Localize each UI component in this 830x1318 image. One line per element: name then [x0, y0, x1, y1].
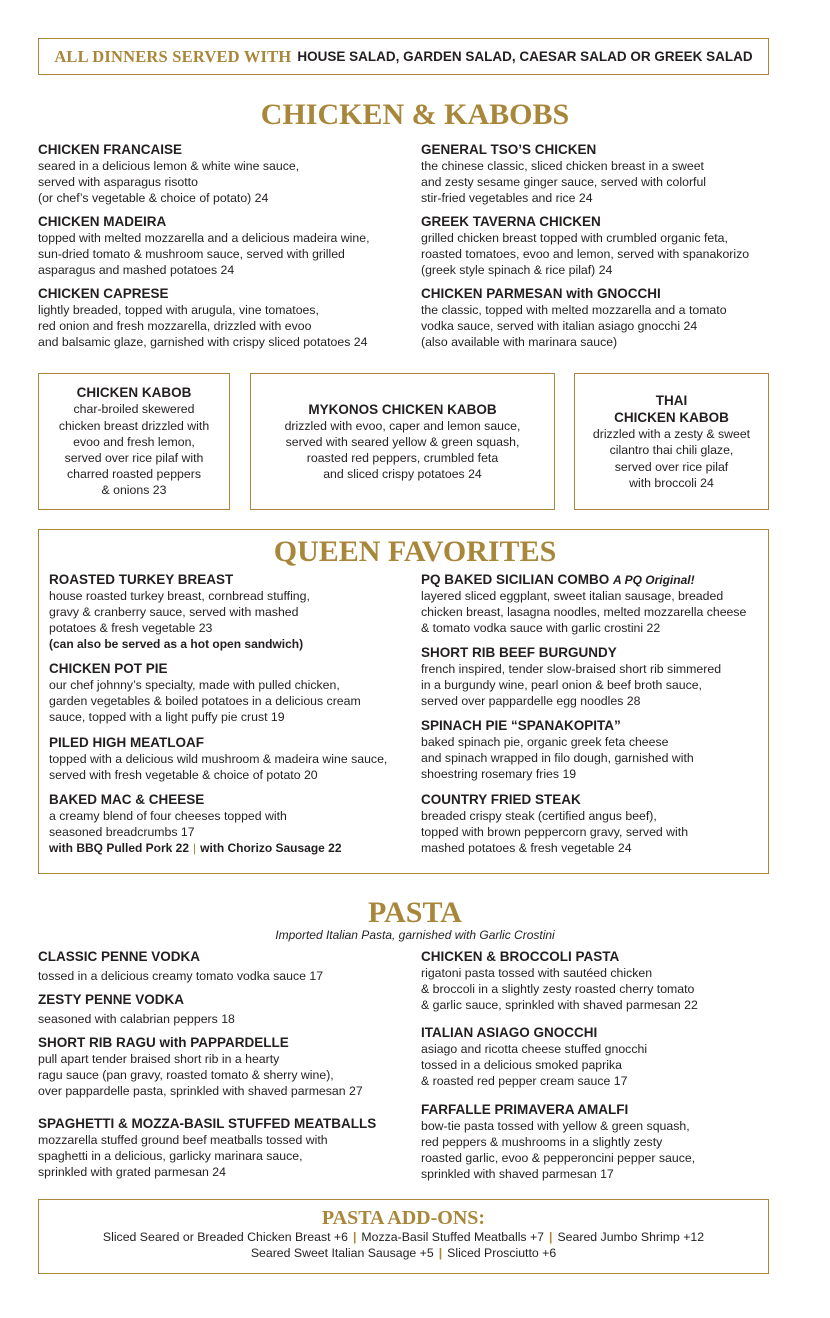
section-title-chicken: CHICKEN & KABOBS — [260, 98, 570, 131]
item-name: CHICKEN FRANCAISE — [38, 142, 183, 157]
item-name: GENERAL TSO’S CHICKEN — [421, 142, 597, 157]
menu-item — [38, 1035, 363, 1099]
banner-sides: HOUSE SALAD, GARDEN SALAD, CAESAR SALAD OR GREEK SALAD — [297, 49, 753, 64]
menu-item — [49, 661, 361, 725]
item-description: breaded crispy steak (certified angus beef), topped with brown peppercorn gravy, served with mashed potatoes & fresh vegetable 24 — [421, 809, 689, 855]
item-name: COUNTRY FRIED STEAK — [421, 792, 581, 807]
pq-original-tag: A PQ Original! — [613, 573, 695, 587]
item-name: PQ BAKED SICILIAN COMBO A PQ Original! — [421, 572, 695, 587]
menu-item — [49, 735, 387, 783]
addons-row-1: Sliced Seared or Breaded Chicken Breast +6 | Mozza-Basil Stuffed Meatballs +7 | Seared Jumbo Shrimp +12 — [102, 1230, 705, 1244]
item-description: asiago and ricotta cheese stuffed gnocchi tossed in a delicious smoked paprika & roasted red pepper cream sauce 17 — [421, 1042, 648, 1088]
item-name: ZESTY PENNE VODKA — [38, 992, 185, 1007]
item-name: FARFALLE PRIMAVERA AMALFI — [421, 1102, 629, 1117]
menu-item — [421, 949, 698, 1013]
item-description: drizzled with a zesty & sweet cilantro thai chili glaze, served over rice pilaf with broccoli 24 — [592, 427, 751, 490]
dinner-banner — [38, 38, 769, 75]
banner-lead: ALL DINNERS SERVED WITH — [54, 46, 292, 66]
menu-item — [421, 1102, 695, 1182]
item-description: seasoned with calabrian peppers 18 — [38, 1012, 235, 1026]
addon-shrimp: Seared Jumbo Shrimp +12 — [557, 1230, 705, 1244]
item-name: GREEK TAVERNA CHICKEN — [421, 214, 601, 229]
addon-meatballs: Mozza-Basil Stuffed Meatballs +7 — [361, 1230, 545, 1244]
section-title-queen: QUEEN FAVORITES — [273, 535, 557, 568]
item-name: CLASSIC PENNE VODKA — [38, 949, 201, 964]
item-name-line1: THAI — [655, 393, 688, 409]
item-note: (can also be served as a hot open sandwich) — [49, 637, 304, 651]
item-description: house roasted turkey breast, cornbread stuffing, gravy & cranberry sauce, served with mashed potatoes & fresh vegetable 23 — [49, 589, 310, 635]
addons-title: PASTA ADD-ONS: — [321, 1207, 486, 1229]
item-name: ROASTED TURKEY BREAST — [49, 572, 234, 587]
item-description: our chef johnny’s specialty, made with pulled chicken, garden vegetables & boiled potatoes in a delicious cream sauce, topped with a light puffy pie crust 19 — [49, 678, 361, 724]
item-name: CHICKEN MADEIRA — [38, 214, 167, 229]
item-name: CHICKEN CAPRESE — [38, 286, 169, 301]
extra-bbq-pork: with BBQ Pulled Pork 22 — [49, 841, 190, 855]
kabob-box-mykonos — [250, 373, 555, 510]
item-description: seared in a delicious lemon & white wine sauce, served with asparagus risotto (or chef’s vegetable & choice of potato) 24 — [38, 159, 300, 205]
item-description: mozzarella stuffed ground beef meatballs tossed with spaghetti in a delicious, garlicky marinara sauce, sprinkled with grated parmesan 24 — [38, 1133, 328, 1179]
item-name: SPAGHETTI & MOZZA-BASIL STUFFED MEATBALLS — [38, 1116, 377, 1131]
item-description: bow-tie pasta tossed with yellow & green squash, red peppers & mushrooms in a slightly zesty roasted garlic, evoo & pepperoncini pepper sauce, sprinkled with shaved parmesan 17 — [421, 1119, 696, 1181]
item-name-line2: CHICKEN KABOB — [614, 410, 729, 426]
menu-item — [421, 718, 694, 782]
addon-prosciutto: Sliced Prosciutto +6 — [447, 1246, 557, 1260]
menu-item — [421, 1025, 647, 1089]
menu-item — [38, 214, 370, 278]
item-name: CHICKEN PARMESAN with GNOCCHI — [421, 286, 661, 301]
menu-item — [421, 286, 727, 350]
item-name: CHICKEN KABOB — [76, 385, 192, 401]
section-title-pasta: PASTA — [368, 896, 462, 929]
item-description: a creamy blend of four cheeses topped with seasoned breadcrumbs 17 — [49, 809, 287, 839]
item-description: rigatoni pasta tossed with sautéed chicken & broccoli in a slightly zesty roasted cherry tomato & garlic sauce, sprinkled with shaved parmesan 22 — [421, 966, 698, 1012]
item-name: SHORT RIB RAGU with PAPPARDELLE — [38, 1035, 289, 1050]
item-description: tossed in a delicious creamy tomato vodka sauce 17 — [38, 969, 324, 983]
item-extras: with BBQ Pulled Pork 22 | with Chorizo Sausage 22 — [49, 841, 342, 855]
pasta-addons-box — [38, 1199, 769, 1274]
item-description: lightly breaded, topped with arugula, vine tomatoes, red onion and fresh mozzarella, drizzled with evoo and balsamic glaze, garnished with crispy sliced potatoes 24 — [38, 303, 368, 349]
menu-item — [49, 572, 310, 652]
menu-item — [38, 1116, 376, 1180]
menu-item — [38, 286, 367, 350]
item-name: MYKONOS CHICKEN KABOB — [308, 401, 497, 417]
menu-item — [38, 949, 323, 984]
item-description: french inspired, tender slow-braised short rib simmered in a burgundy wine, pearl onion & beef broth sauce, served over pappardelle egg noodles 28 — [421, 662, 722, 708]
extra-chorizo: with Chorizo Sausage 22 — [200, 841, 342, 855]
menu-item — [421, 142, 706, 206]
item-name: CHICKEN & BROCCOLI PASTA — [421, 949, 620, 964]
item-description: drizzled with evoo, caper and lemon sauce, served with seared yellow & green squash, roasted red peppers, crumbled feta and sliced crispy potatoes 24 — [284, 418, 521, 482]
item-name: PILED HIGH MEATLOAF — [49, 735, 204, 750]
menu-item — [421, 572, 746, 636]
item-description: layered sliced eggplant, sweet italian sausage, breaded chicken breast, lasagna noodles, melted mozzarella cheese & tomato vodka sauce with garlic crostini 22 — [421, 589, 747, 635]
kabob-box-chicken — [38, 373, 230, 510]
item-description: the chinese classic, sliced chicken breast in a sweet and zesty sesame ginger sauce, served with colorful stir-fried vegetables and rice 24 — [421, 159, 707, 205]
addon-chicken: Sliced Seared or Breaded Chicken Breast +6 — [102, 1230, 348, 1244]
item-name: CHICKEN POT PIE — [49, 661, 168, 676]
item-name: ITALIAN ASIAGO GNOCCHI — [421, 1025, 598, 1040]
menu-item — [38, 992, 235, 1027]
item-name: SPINACH PIE “SPANAKOPITA” — [421, 718, 621, 733]
item-description: char-broiled skewered chicken breast drizzled with evoo and fresh lemon, served over rice pilaf with charred roasted peppers & onions 23 — [58, 402, 210, 498]
item-name: BAKED MAC & CHEESE — [49, 792, 205, 807]
kabob-box-thai — [574, 373, 769, 510]
item-description: baked spinach pie, organic greek feta cheese and spinach wrapped in filo dough, garnished with shoestring rosemary fries 19 — [421, 735, 694, 781]
item-description: grilled chicken breast topped with crumbled organic feta, roasted tomatoes, evoo and lemon, served with spanakorizo (greek style spinach & rice pilaf) 24 — [421, 231, 750, 277]
item-description: the classic, topped with melted mozzarella and a tomato vodka sauce, served with italian asiago gnocchi 24 (also available with marinara sauce) — [421, 303, 727, 349]
menu-item — [421, 645, 721, 709]
item-description: pull apart tender braised short rib in a hearty ragu sauce (pan gravy, roasted tomato & sherry wine), over pappardelle pasta, sprinkled with shaved parmesan 27 — [38, 1052, 363, 1098]
item-name: SHORT RIB BEEF BURGUNDY — [421, 645, 617, 660]
menu-item — [421, 792, 688, 856]
addons-row-2: Seared Sweet Italian Sausage +5 | Sliced Prosciutto +6 — [250, 1246, 557, 1260]
menu-item — [421, 214, 749, 278]
item-description: topped with a delicious wild mushroom & madeira wine sauce, served with fresh vegetable & choice of potato 20 — [49, 752, 388, 782]
menu-item — [38, 142, 299, 206]
menu-item — [49, 792, 342, 856]
addon-sausage: Seared Sweet Italian Sausage +5 — [250, 1246, 434, 1260]
pasta-subtitle: Imported Italian Pasta, garnished with Garlic Crostini — [275, 928, 555, 942]
item-description: topped with melted mozzarella and a delicious madeira wine, sun-dried tomato & mushroom sauce, served with grilled asparagus and mashed potatoes 24 — [38, 231, 370, 277]
